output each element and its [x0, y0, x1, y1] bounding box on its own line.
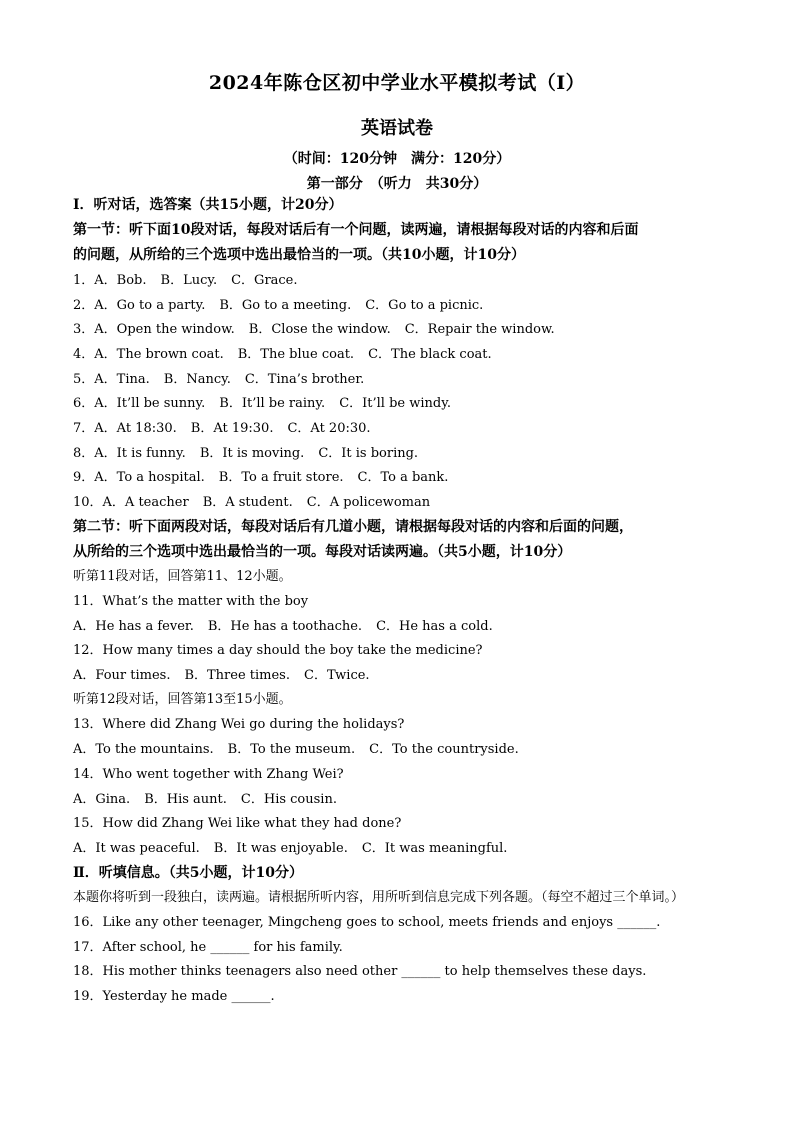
option-b: B．Lucy. [160, 273, 218, 288]
question-7 [73, 421, 371, 437]
option-c: C．The black coat. [368, 347, 492, 362]
option-a: A．It’ll be sunny. [94, 396, 206, 411]
question-19: 19．Yesterday he made ______. [73, 989, 275, 1004]
option-b: B．Go to a meeting. [219, 298, 352, 313]
option-c: C．To the countryside. [369, 742, 519, 757]
question-15: 15．How did Zhang Wei like what they had done? [73, 816, 402, 831]
option-c: C．It’ll be windy. [339, 396, 451, 411]
section1-heading: Ⅰ．听对话，选答案（共15小题，计20分） [73, 197, 343, 213]
section2-heading: Ⅱ．听填信息。（共5小题，计10分） [73, 865, 304, 881]
option-b: B．It’ll be rainy. [219, 396, 326, 411]
option-c: C．Grace. [231, 273, 298, 288]
question-11: 11．What’s the matter with the boy [73, 594, 309, 609]
question-3 [73, 322, 555, 338]
option-b: B．Three times. [184, 668, 290, 683]
option-b: B．To the museum. [227, 742, 356, 757]
question-16: 16．Like any other teenager, Mingcheng goes to school, meets friends and enjoys ______. [73, 915, 661, 930]
section1-sub2-instruction-line2: 从所给的三个选项中选出最恰当的一项。每段对话读两遍。（共5小题，计10分） [73, 544, 572, 560]
option-b: B．Nancy. [163, 372, 231, 387]
option-c: C．Twice. [304, 668, 370, 683]
question-number: 10． [73, 495, 103, 510]
question-13-options [73, 742, 519, 758]
option-c: C．Tina’s brother. [244, 372, 365, 387]
question-number: 8． [73, 446, 95, 461]
question-15-options [73, 841, 507, 857]
option-a: A．Bob. [94, 273, 147, 288]
question-4 [73, 347, 492, 363]
question-14-options [73, 792, 337, 808]
question-8 [73, 446, 418, 462]
option-a: A．It is funny. [94, 446, 186, 461]
dialog-11-instruction: 听第11段对话，回答第11、12小题。 [73, 569, 292, 584]
option-c: C．At 20:30. [287, 421, 371, 436]
option-a: A．Tina. [94, 372, 150, 387]
option-a: A．Open the window. [94, 322, 235, 337]
section1-sub1-instruction-line2: 的问题，从所给的三个选项中选出最恰当的一项。（共10小题，计10分） [73, 247, 525, 263]
question-number: 5． [73, 372, 95, 387]
question-number: 1． [73, 273, 95, 288]
time-info: （时间：120分钟 满分：120分） [283, 151, 511, 167]
option-c: C．It was meaningful. [361, 841, 508, 856]
question-12-options [73, 668, 370, 684]
option-a: A．At 18:30. [94, 421, 177, 436]
option-a: A．It was peaceful. [73, 841, 200, 856]
question-number: 7． [73, 421, 95, 436]
dialog-12-instruction: 听第12段对话，回答第13至15小题。 [73, 692, 292, 707]
option-a: A．He has a fever. [73, 619, 194, 634]
option-a: A．Go to a party. [94, 298, 206, 313]
question-1 [73, 273, 298, 289]
option-c: C．It is boring. [318, 446, 419, 461]
option-a: A．The brown coat. [94, 347, 224, 362]
option-b: B．His aunt. [144, 792, 227, 807]
option-b: B．He has a toothache. [207, 619, 363, 634]
option-c: C．Go to a picnic. [365, 298, 484, 313]
option-c: C．He has a cold. [376, 619, 493, 634]
option-b: B．The blue coat. [237, 347, 355, 362]
option-b: B．It is moving. [199, 446, 305, 461]
option-b: B．At 19:30. [190, 421, 274, 436]
option-a: A．To a hospital. [94, 470, 205, 485]
part-heading: 第一部分 （听力 共30分） [306, 176, 488, 192]
question-13: 13．Where did Zhang Wei go during the holidays? [73, 717, 405, 732]
option-a: A．Four times. [73, 668, 171, 683]
question-5 [73, 372, 364, 388]
question-18: 18．His mother thinks teenagers also need other ______ to help themselves these days. [73, 964, 647, 979]
question-14: 14．Who went together with Zhang Wei? [73, 767, 344, 782]
option-a: A．A teacher [102, 495, 189, 510]
question-number: 2． [73, 298, 95, 313]
option-b: B．It was enjoyable. [213, 841, 348, 856]
section1-sub2-instruction-line1: 第二节：听下面两段对话，每段对话后有几道小题，请根据每段对话的内容和后面的问题， [73, 519, 633, 535]
question-12: 12．How many times a day should the boy take the medicine? [73, 643, 483, 658]
question-9 [73, 470, 448, 486]
question-10 [73, 495, 430, 511]
question-11-options [73, 619, 493, 635]
option-b: B．To a fruit store. [218, 470, 344, 485]
option-b: B．A student. [202, 495, 293, 510]
exam-subtitle: 英语试卷 [361, 118, 433, 139]
option-a: A．Gina. [73, 792, 131, 807]
exam-title: 2024年陈仓区初中学业水平模拟考试（Ⅰ） [208, 72, 586, 94]
question-17: 17．After school, he ______ for his family. [73, 940, 343, 955]
section1-sub1-instruction-line1: 第一节：听下面10段对话，每段对话后有一个问题，读两遍，请根据每段对话的内容和后面 [73, 222, 639, 238]
question-2 [73, 298, 483, 314]
question-number: 6． [73, 396, 95, 411]
option-c: C．Repair the window. [404, 322, 555, 337]
option-b: B．Close the window. [248, 322, 391, 337]
option-c: C．A policewoman [306, 495, 431, 510]
question-6 [73, 396, 451, 412]
option-c: C．His cousin. [240, 792, 337, 807]
section2-instruction: 本题你将听到一段独白，读两遍。请根据所听内容，用所听到信息完成下列各题。（每空不超过三个单词。） [73, 890, 685, 905]
option-c: C．To a bank. [357, 470, 449, 485]
option-a: A．To the mountains. [73, 742, 214, 757]
question-number: 4． [73, 347, 95, 362]
question-number: 3． [73, 322, 95, 337]
question-number: 9． [73, 470, 95, 485]
